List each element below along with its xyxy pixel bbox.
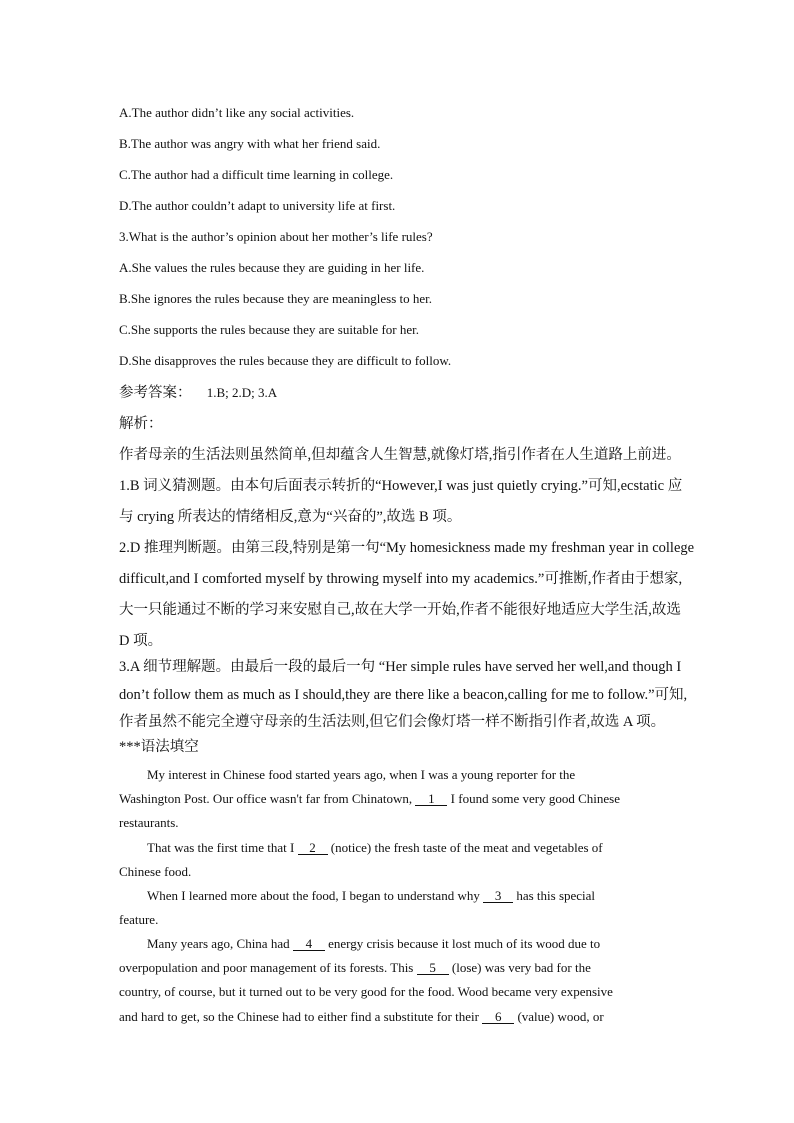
passage-text: When I learned more about the food, I began to understand why <box>147 888 484 903</box>
analysis-item-1-line: 1.B 词义猜测题。由本句后面表示转折的“However,I was just quietly crying.”可知,ecstatic 应 <box>119 478 683 494</box>
analysis-item-2-line: difficult,and I comforted myself by throwing myself into my academics.”可推断,作者由于想家, <box>119 571 683 587</box>
passage-text: overpopulation and poor management of its forests. This <box>119 960 417 975</box>
option-d: D.The author couldn’t adapt to university life at first. <box>119 198 396 213</box>
passage-text: has this special <box>513 888 596 903</box>
passage-line: country, of course, but it turned out to be very good for the food. Wood became very expensive <box>119 984 613 999</box>
passage-text: I found some very good Chinese <box>447 791 620 806</box>
answer-label: 参考答案： <box>119 385 192 401</box>
answer-key <box>119 384 277 402</box>
blank-3[interactable]: 3 <box>483 889 513 903</box>
passage-line: restaurants. <box>119 815 179 830</box>
analysis-item-2-line: 大一只能通过不断的学习来安慰自己,故在大学一开始,作者不能很好地适应大学生活,故选 <box>119 602 681 618</box>
blank-2[interactable]: 2 <box>298 841 328 855</box>
passage-line <box>119 1009 604 1025</box>
passage-text: Many years ago, China had <box>147 936 293 951</box>
analysis-item-3-line: 作者虽然不能完全遵守母亲的生活法则,但它们会像灯塔一样不断指引作者,故选 A 项。 <box>119 714 666 730</box>
blank-5[interactable]: 5 <box>417 961 449 975</box>
passage-text: (notice) the fresh taste of the meat and vegetables of <box>327 840 603 855</box>
passage-line <box>147 840 603 856</box>
passage-text: (value) wood, or <box>514 1009 604 1024</box>
question-3-option-b: B.She ignores the rules because they are meaningless to her. <box>119 291 432 306</box>
passage-line: feature. <box>119 912 159 927</box>
question-3-stem: 3.What is the author’s opinion about her mother’s life rules? <box>119 229 433 244</box>
answer-values: 1.B; 2.D; 3.A <box>206 385 278 400</box>
analysis-item-2-line: 2.D 推理判断题。由第三段,特别是第一句“My homesickness made my freshman year in college <box>119 540 695 556</box>
question-3-option-a: A.She values the rules because they are guiding in her life. <box>119 260 425 275</box>
option-b: B.The author was angry with what her friend said. <box>119 136 381 151</box>
passage-line <box>119 791 620 807</box>
passage-text: (lose) was very bad for the <box>448 960 591 975</box>
option-a: A.The author didn’t like any social activities. <box>119 105 355 120</box>
passage-text: energy crisis because it lost much of its wood due to <box>324 936 601 951</box>
analysis-label: 解析： <box>119 416 163 432</box>
blank-4[interactable]: 4 <box>293 937 325 951</box>
analysis-item-2-line: D 项。 <box>119 633 163 649</box>
analysis-summary: 作者母亲的生活法则虽然简单,但却蕴含人生智慧,就像灯塔,指引作者在人生道路上前进。 <box>119 447 681 463</box>
passage-text: and hard to get, so the Chinese had to either find a substitute for their <box>119 1009 483 1024</box>
analysis-item-3-line: 3.A 细节理解题。由最后一段的最后一句 “Her simple rules have served her well,and though I <box>119 659 682 675</box>
passage-line <box>119 960 591 976</box>
section-title: ***语法填空 <box>119 739 199 755</box>
passage-line <box>147 888 595 904</box>
blank-1[interactable]: 1 <box>415 792 447 806</box>
passage-text: That was the first time that I <box>147 840 298 855</box>
analysis-item-1-line: 与 crying 所表达的情绪相反,意为“兴奋的”,故选 B 项。 <box>119 509 462 525</box>
analysis-item-3-line: don’t follow them as much as I should,they are there like a beacon,calling for me to follow.”可知, <box>119 687 688 703</box>
passage-line: My interest in Chinese food started years ago, when I was a young reporter for the <box>147 767 576 782</box>
option-c: C.The author had a difficult time learning in college. <box>119 167 394 182</box>
passage-line: Chinese food. <box>119 864 192 879</box>
passage-text: Washington Post. Our office wasn't far from Chinatown, <box>119 791 416 806</box>
passage-line <box>147 936 600 952</box>
blank-6[interactable]: 6 <box>482 1010 514 1024</box>
question-3-option-d: D.She disapproves the rules because they are difficult to follow. <box>119 353 452 368</box>
question-3-option-c: C.She supports the rules because they are suitable for her. <box>119 322 419 337</box>
